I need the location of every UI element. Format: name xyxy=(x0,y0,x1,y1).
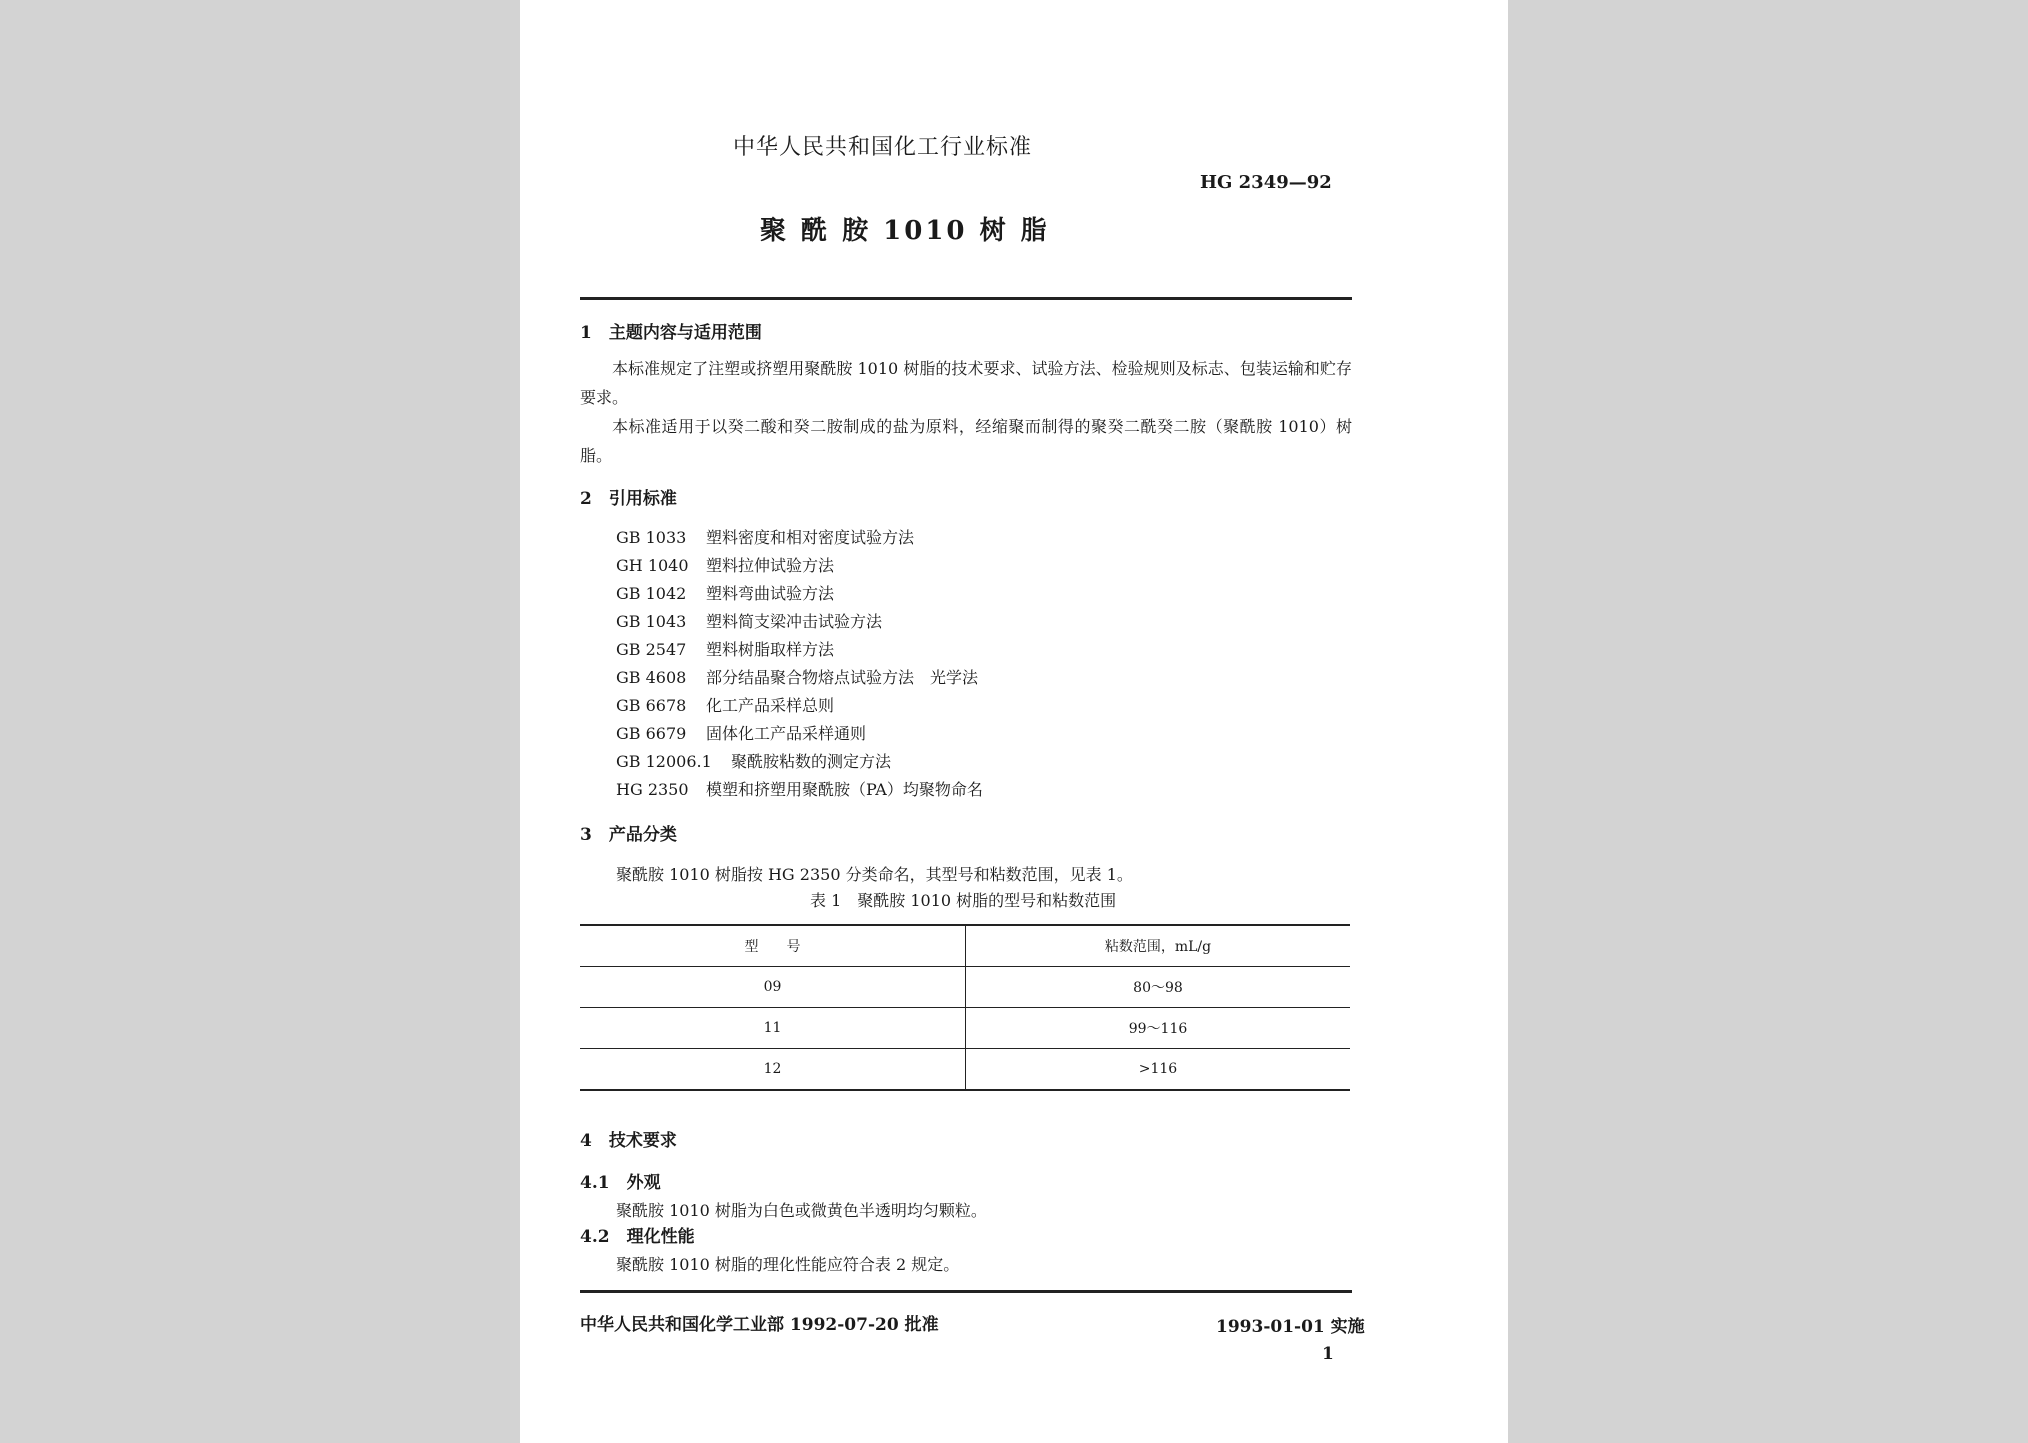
table-cell-model: 11 xyxy=(580,1008,966,1049)
table-cell-viscosity: 80～98 xyxy=(966,967,1351,1008)
section-2-heading: 2 引用标准 xyxy=(580,489,677,509)
reference-name: 化工产品采样总则 xyxy=(706,696,835,715)
section-3-heading: 3 产品分类 xyxy=(580,825,677,845)
document-page xyxy=(520,0,1508,1443)
section-1-body xyxy=(580,354,1352,470)
table-cell-viscosity: 99～116 xyxy=(966,1008,1351,1049)
reference-item xyxy=(616,748,983,776)
table-1-caption: 表 1 聚酰胺 1010 树脂的型号和粘数范围 xyxy=(810,891,1117,910)
approval-statement: 中华人民共和国化学工业部 1992-07-20 批准 xyxy=(580,1315,939,1335)
reference-name: 聚酰胺粘数的测定方法 xyxy=(731,752,892,771)
section-4-1-heading: 4.1 外观 xyxy=(580,1173,661,1193)
reference-code: GB 12006.1 xyxy=(616,752,712,771)
table-cell-model: 12 xyxy=(580,1049,966,1091)
table-cell-viscosity: >116 xyxy=(966,1049,1351,1091)
reference-name: 塑料简支梁冲击试验方法 xyxy=(706,612,883,631)
reference-name: 部分结晶聚合物熔点试验方法 光学法 xyxy=(706,668,979,687)
reference-name: 塑料拉伸试验方法 xyxy=(706,556,835,575)
page-number: 1 xyxy=(1322,1344,1334,1364)
table-header-model: 型 号 xyxy=(580,925,966,967)
standard-organization: 中华人民共和国化工行业标准 xyxy=(733,135,1033,160)
reference-name: 塑料树脂取样方法 xyxy=(706,640,835,659)
reference-code: GH 1040 xyxy=(616,556,689,575)
footer-divider xyxy=(580,1290,1352,1293)
section-1-paragraph-2: 本标准适用于以癸二酸和癸二胺制成的盐为原料，经缩聚而制得的聚癸二酰癸二胺（聚酰胺 1010）树脂。 xyxy=(580,417,1352,465)
reference-item xyxy=(616,776,983,804)
table-1 xyxy=(580,924,1350,1091)
section-4-heading: 4 技术要求 xyxy=(580,1131,677,1151)
reference-item xyxy=(616,692,983,720)
table-row xyxy=(580,967,1350,1008)
reference-item xyxy=(616,524,983,552)
table-header-viscosity: 粘数范围，mL/g xyxy=(966,925,1351,967)
reference-code: GB 4608 xyxy=(616,668,687,687)
reference-name: 塑料弯曲试验方法 xyxy=(706,584,835,603)
reference-item xyxy=(616,636,983,664)
section-4-2-text: 聚酰胺 1010 树脂的理化性能应符合表 2 规定。 xyxy=(616,1255,960,1274)
table-row xyxy=(580,1049,1350,1091)
reference-item xyxy=(616,664,983,692)
section-1-heading: 1 主题内容与适用范围 xyxy=(580,323,762,343)
section-4-2-heading: 4.2 理化性能 xyxy=(580,1227,695,1247)
reference-code: GB 1043 xyxy=(616,612,687,631)
reference-code: HG 2350 xyxy=(616,780,689,799)
reference-code: GB 1033 xyxy=(616,528,687,547)
section-3-paragraph: 聚酰胺 1010 树脂按 HG 2350 分类命名，其型号和粘数范围，见表 1。 xyxy=(616,865,1133,884)
reference-name: 塑料密度和相对密度试验方法 xyxy=(706,528,915,547)
reference-code: GB 2547 xyxy=(616,640,687,659)
reference-item xyxy=(616,552,983,580)
reference-item xyxy=(616,608,983,636)
section-4-1-text: 聚酰胺 1010 树脂为白色或微黄色半透明均匀颗粒。 xyxy=(616,1201,987,1220)
reference-code: GB 6679 xyxy=(616,724,687,743)
document-title: 聚 酰 胺 1010 树 脂 xyxy=(760,216,1050,246)
table-header-row xyxy=(580,925,1350,967)
header-divider xyxy=(580,297,1352,300)
table-cell-model: 09 xyxy=(580,967,966,1008)
reference-name: 模塑和挤塑用聚酰胺（PA）均聚物命名 xyxy=(706,780,983,799)
table-row xyxy=(580,1008,1350,1049)
reference-item xyxy=(616,580,983,608)
standard-code: HG 2349—92 xyxy=(1200,172,1332,193)
reference-item xyxy=(616,720,983,748)
reference-code: GB 1042 xyxy=(616,584,687,603)
reference-list xyxy=(616,524,983,804)
section-1-paragraph-1: 本标准规定了注塑或挤塑用聚酰胺 1010 树脂的技术要求、试验方法、检验规则及标志、包装运输和贮存要求。 xyxy=(580,359,1352,407)
reference-code: GB 6678 xyxy=(616,696,687,715)
effective-date: 1993-01-01 实施 xyxy=(1216,1317,1365,1337)
reference-name: 固体化工产品采样通则 xyxy=(706,724,867,743)
